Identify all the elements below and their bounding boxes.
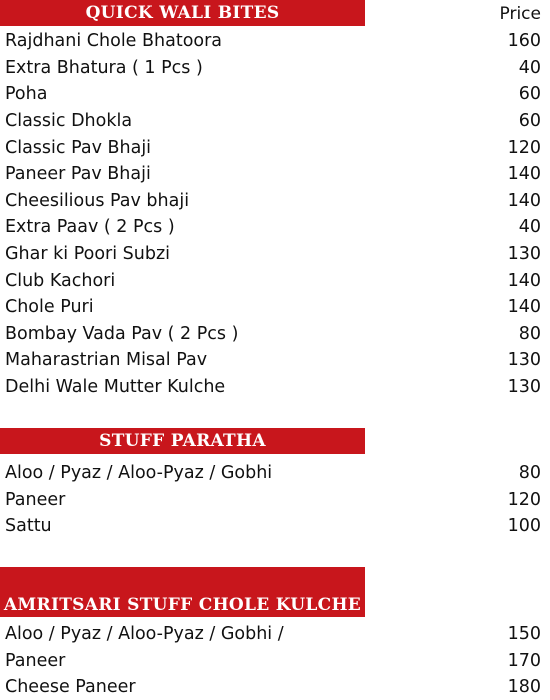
item-name: Paneer xyxy=(5,489,66,510)
menu-item xyxy=(5,161,541,188)
menu-item xyxy=(5,648,541,675)
item-name: Classic Dhokla xyxy=(5,111,133,132)
menu-item xyxy=(5,294,541,321)
item-price: 100 xyxy=(507,516,541,537)
menu-item xyxy=(5,513,541,540)
menu-item xyxy=(5,460,541,487)
item-price: 130 xyxy=(507,244,541,265)
menu-item xyxy=(5,188,541,215)
item-price: 140 xyxy=(507,164,541,185)
item-name: Club Kachori xyxy=(5,270,116,291)
item-name: Ghar ki Poori Subzi xyxy=(5,244,171,265)
item-name: Chole Puri xyxy=(5,297,94,318)
item-name: Maharastrian Misal Pav xyxy=(5,350,208,371)
menu-item xyxy=(5,81,541,108)
item-price: 160 xyxy=(507,31,541,52)
section-title-amritsari-stuff-chole-kulche: AMRITSARI STUFF CHOLE KULCHE xyxy=(0,567,365,617)
menu-item xyxy=(5,241,541,268)
menu-item xyxy=(5,134,541,161)
item-name: Poha xyxy=(5,84,48,105)
item-name: Paneer xyxy=(5,650,66,671)
item-price: 40 xyxy=(518,217,541,238)
item-name: Classic Pav Bhaji xyxy=(5,137,152,158)
item-name: Extra Bhatura ( 1 Pcs ) xyxy=(5,57,203,78)
item-name: Delhi Wale Mutter Kulche xyxy=(5,377,226,398)
item-name: Cheese Paneer xyxy=(5,676,136,697)
item-name: Sattu xyxy=(5,516,52,537)
item-price: 140 xyxy=(507,190,541,211)
item-price: 130 xyxy=(507,377,541,398)
item-name: Paneer Pav Bhaji xyxy=(5,164,151,185)
item-price: 60 xyxy=(518,111,541,132)
item-price: 120 xyxy=(507,137,541,158)
menu-item xyxy=(5,374,541,401)
item-price: 80 xyxy=(518,323,541,344)
item-price: 130 xyxy=(507,350,541,371)
item-name: Extra Paav ( 2 Pcs ) xyxy=(5,217,175,238)
item-price: 180 xyxy=(507,676,541,697)
item-price: 80 xyxy=(518,463,541,484)
menu-item xyxy=(5,214,541,241)
menu-item xyxy=(5,487,541,514)
item-price: 120 xyxy=(507,489,541,510)
item-name: Cheesilious Pav bhaji xyxy=(5,190,190,211)
menu-item xyxy=(5,28,541,55)
price-column-header: Price xyxy=(499,4,541,24)
menu-item xyxy=(5,621,541,648)
section-title-stuff-paratha: STUFF PARATHA xyxy=(0,428,365,454)
menu-item xyxy=(5,108,541,135)
section-title-quick-wali-bites: QUICK WALI BITES xyxy=(0,0,365,26)
item-price: 140 xyxy=(507,270,541,291)
menu-item xyxy=(5,55,541,82)
menu-item xyxy=(5,347,541,374)
item-price: 150 xyxy=(507,624,541,645)
item-price: 40 xyxy=(518,57,541,78)
item-price: 60 xyxy=(518,84,541,105)
menu-item xyxy=(5,321,541,348)
menu-item xyxy=(5,673,541,700)
item-name: Aloo / Pyaz / Aloo-Pyaz / Gobhi / xyxy=(5,624,284,645)
item-name: Aloo / Pyaz / Aloo-Pyaz / Gobhi xyxy=(5,463,273,484)
item-price: 140 xyxy=(507,297,541,318)
item-price: 170 xyxy=(507,650,541,671)
menu-item xyxy=(5,267,541,294)
item-name: Rajdhani Chole Bhatoora xyxy=(5,31,223,52)
item-name: Bombay Vada Pav ( 2 Pcs ) xyxy=(5,323,239,344)
